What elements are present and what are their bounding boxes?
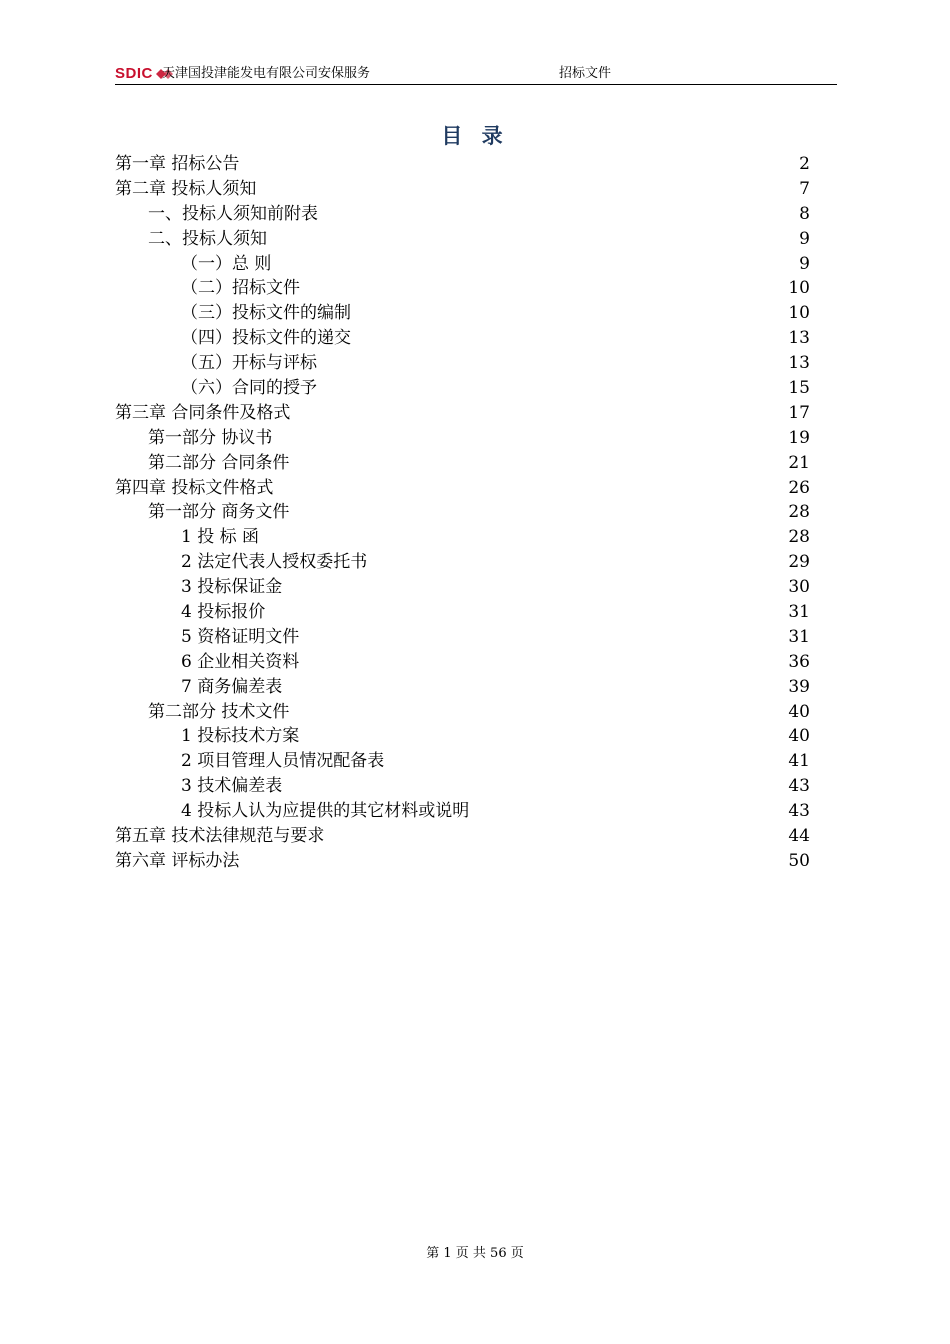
toc-entry[interactable] xyxy=(115,227,810,252)
toc-entry[interactable] xyxy=(115,451,810,476)
toc-entry-label: 一、投标人须知前附表 xyxy=(148,203,318,224)
toc-title: 目 录 xyxy=(441,123,509,148)
toc-entry[interactable] xyxy=(115,625,810,650)
toc-entry[interactable] xyxy=(115,177,810,202)
toc-entry[interactable] xyxy=(115,252,810,277)
toc-entry-label: 二、投标人须知 xyxy=(148,228,267,249)
toc-entry-label: 第一部分 协议书 xyxy=(148,427,273,448)
company-name: 天津国投津能发电有限公司安保服务 xyxy=(162,66,371,81)
toc-entry-page: 10 xyxy=(788,278,810,299)
toc-entry[interactable] xyxy=(115,550,810,575)
toc-entry[interactable] xyxy=(115,650,810,675)
toc-entry-label: （三）投标文件的编制 xyxy=(181,303,351,324)
document-type: 招标文件 xyxy=(559,66,612,81)
toc-entry-label: 1 投 标 函 xyxy=(181,527,260,548)
toc-entry-page: 44 xyxy=(788,826,810,847)
toc-entry-page: 43 xyxy=(788,801,810,822)
toc-entry-label: 第三章 合同条件及格式 xyxy=(115,402,291,423)
toc-entry[interactable] xyxy=(115,301,810,326)
toc-entry[interactable] xyxy=(115,600,810,625)
toc-entry-page: 43 xyxy=(788,776,810,797)
toc-entry[interactable] xyxy=(115,749,810,774)
page-header xyxy=(115,64,837,85)
toc-entry-label: 第二章 投标人须知 xyxy=(115,178,257,199)
toc-entry-label: 第一章 招标公告 xyxy=(115,154,240,174)
toc-entry-page: 13 xyxy=(788,353,810,374)
toc-entry-page: 15 xyxy=(788,378,810,399)
toc-entry-page: 26 xyxy=(788,477,810,498)
toc-entry[interactable] xyxy=(115,824,810,849)
logo-text: SDIC xyxy=(115,65,153,82)
toc-entry-label: 4 投标报价 xyxy=(181,602,266,623)
sdic-logo xyxy=(115,64,162,84)
toc-entry-page: 21 xyxy=(788,452,810,473)
toc-entry-label: 4 投标人认为应提供的其它材料或说明 xyxy=(181,801,470,822)
toc-entry-page: 50 xyxy=(788,850,810,871)
toc-entry-label: 2 法定代表人授权委托书 xyxy=(181,552,368,573)
toc-entry-page: 29 xyxy=(788,552,810,573)
toc-entry-page: 28 xyxy=(788,527,810,548)
toc-entry-page: 9 xyxy=(799,253,810,274)
toc-entry[interactable] xyxy=(115,376,810,401)
toc-entry-label: 7 商务偏差表 xyxy=(181,676,283,697)
toc-entry[interactable] xyxy=(115,799,810,824)
toc-entry-label: 1 投标技术方案 xyxy=(181,726,300,747)
toc-entry-page: 9 xyxy=(799,228,810,249)
toc-entry-page: 36 xyxy=(788,651,810,672)
toc-entry-label: 3 投标保证金 xyxy=(181,577,283,598)
toc-entry[interactable] xyxy=(115,575,810,600)
toc-entry-label: 第二部分 合同条件 xyxy=(148,452,290,473)
toc-entry-label: 第一部分 商务文件 xyxy=(148,502,290,523)
toc-entry[interactable] xyxy=(115,525,810,550)
toc-entry[interactable] xyxy=(115,774,810,799)
toc-entry-page: 10 xyxy=(788,303,810,324)
toc-entry-page: 13 xyxy=(788,328,810,349)
page-footer xyxy=(0,1244,950,1264)
toc-entry[interactable] xyxy=(115,401,810,426)
table-of-contents xyxy=(115,152,810,874)
toc-entry-label: （二）招标文件 xyxy=(181,278,300,299)
toc-entry[interactable] xyxy=(115,202,810,227)
toc-entry-label: 6 企业相关资料 xyxy=(181,651,300,672)
page-number: 第 1 页 共 56 页 xyxy=(426,1246,524,1261)
toc-entry-page: 2 xyxy=(799,154,810,174)
toc-entry-label: 第四章 投标文件格式 xyxy=(115,477,274,498)
toc-entry-page: 39 xyxy=(788,676,810,697)
toc-entry-page: 40 xyxy=(788,726,810,747)
toc-entry-page: 31 xyxy=(788,626,810,647)
toc-entry-page: 40 xyxy=(788,701,810,722)
toc-entry[interactable] xyxy=(115,152,810,177)
toc-entry[interactable] xyxy=(115,426,810,451)
toc-entry-page: 8 xyxy=(799,203,810,224)
toc-entry-label: 2 项目管理人员情况配备表 xyxy=(181,751,385,772)
toc-entry[interactable] xyxy=(115,326,810,351)
toc-entry-page: 7 xyxy=(799,178,810,199)
toc-entry-label: （六）合同的授予 xyxy=(181,378,317,399)
toc-entry-label: （五）开标与评标 xyxy=(181,353,317,374)
toc-entry-label: 第二部分 技术文件 xyxy=(148,701,290,722)
toc-entry[interactable] xyxy=(115,351,810,376)
toc-entry-label: 第六章 评标办法 xyxy=(115,850,240,871)
toc-entry-label: （一）总 则 xyxy=(181,253,272,274)
toc-entry-label: （四）投标文件的递交 xyxy=(181,328,351,349)
toc-entry[interactable] xyxy=(115,476,810,501)
toc-entry-label: 5 资格证明文件 xyxy=(181,626,300,647)
toc-entry-label: 第五章 技术法律规范与要求 xyxy=(115,826,325,847)
toc-entry[interactable] xyxy=(115,700,810,725)
toc-entry-page: 30 xyxy=(788,577,810,598)
toc-entry-page: 28 xyxy=(788,502,810,523)
toc-entry[interactable] xyxy=(115,849,810,874)
toc-entry[interactable] xyxy=(115,276,810,301)
toc-entry[interactable] xyxy=(115,500,810,525)
toc-entry-page: 19 xyxy=(788,427,810,448)
toc-entry-label: 3 技术偏差表 xyxy=(181,776,283,797)
toc-entry[interactable] xyxy=(115,675,810,700)
toc-entry[interactable] xyxy=(115,724,810,749)
toc-entry-page: 41 xyxy=(788,751,810,772)
toc-entry-page: 17 xyxy=(788,402,810,423)
toc-entry-page: 31 xyxy=(788,602,810,623)
